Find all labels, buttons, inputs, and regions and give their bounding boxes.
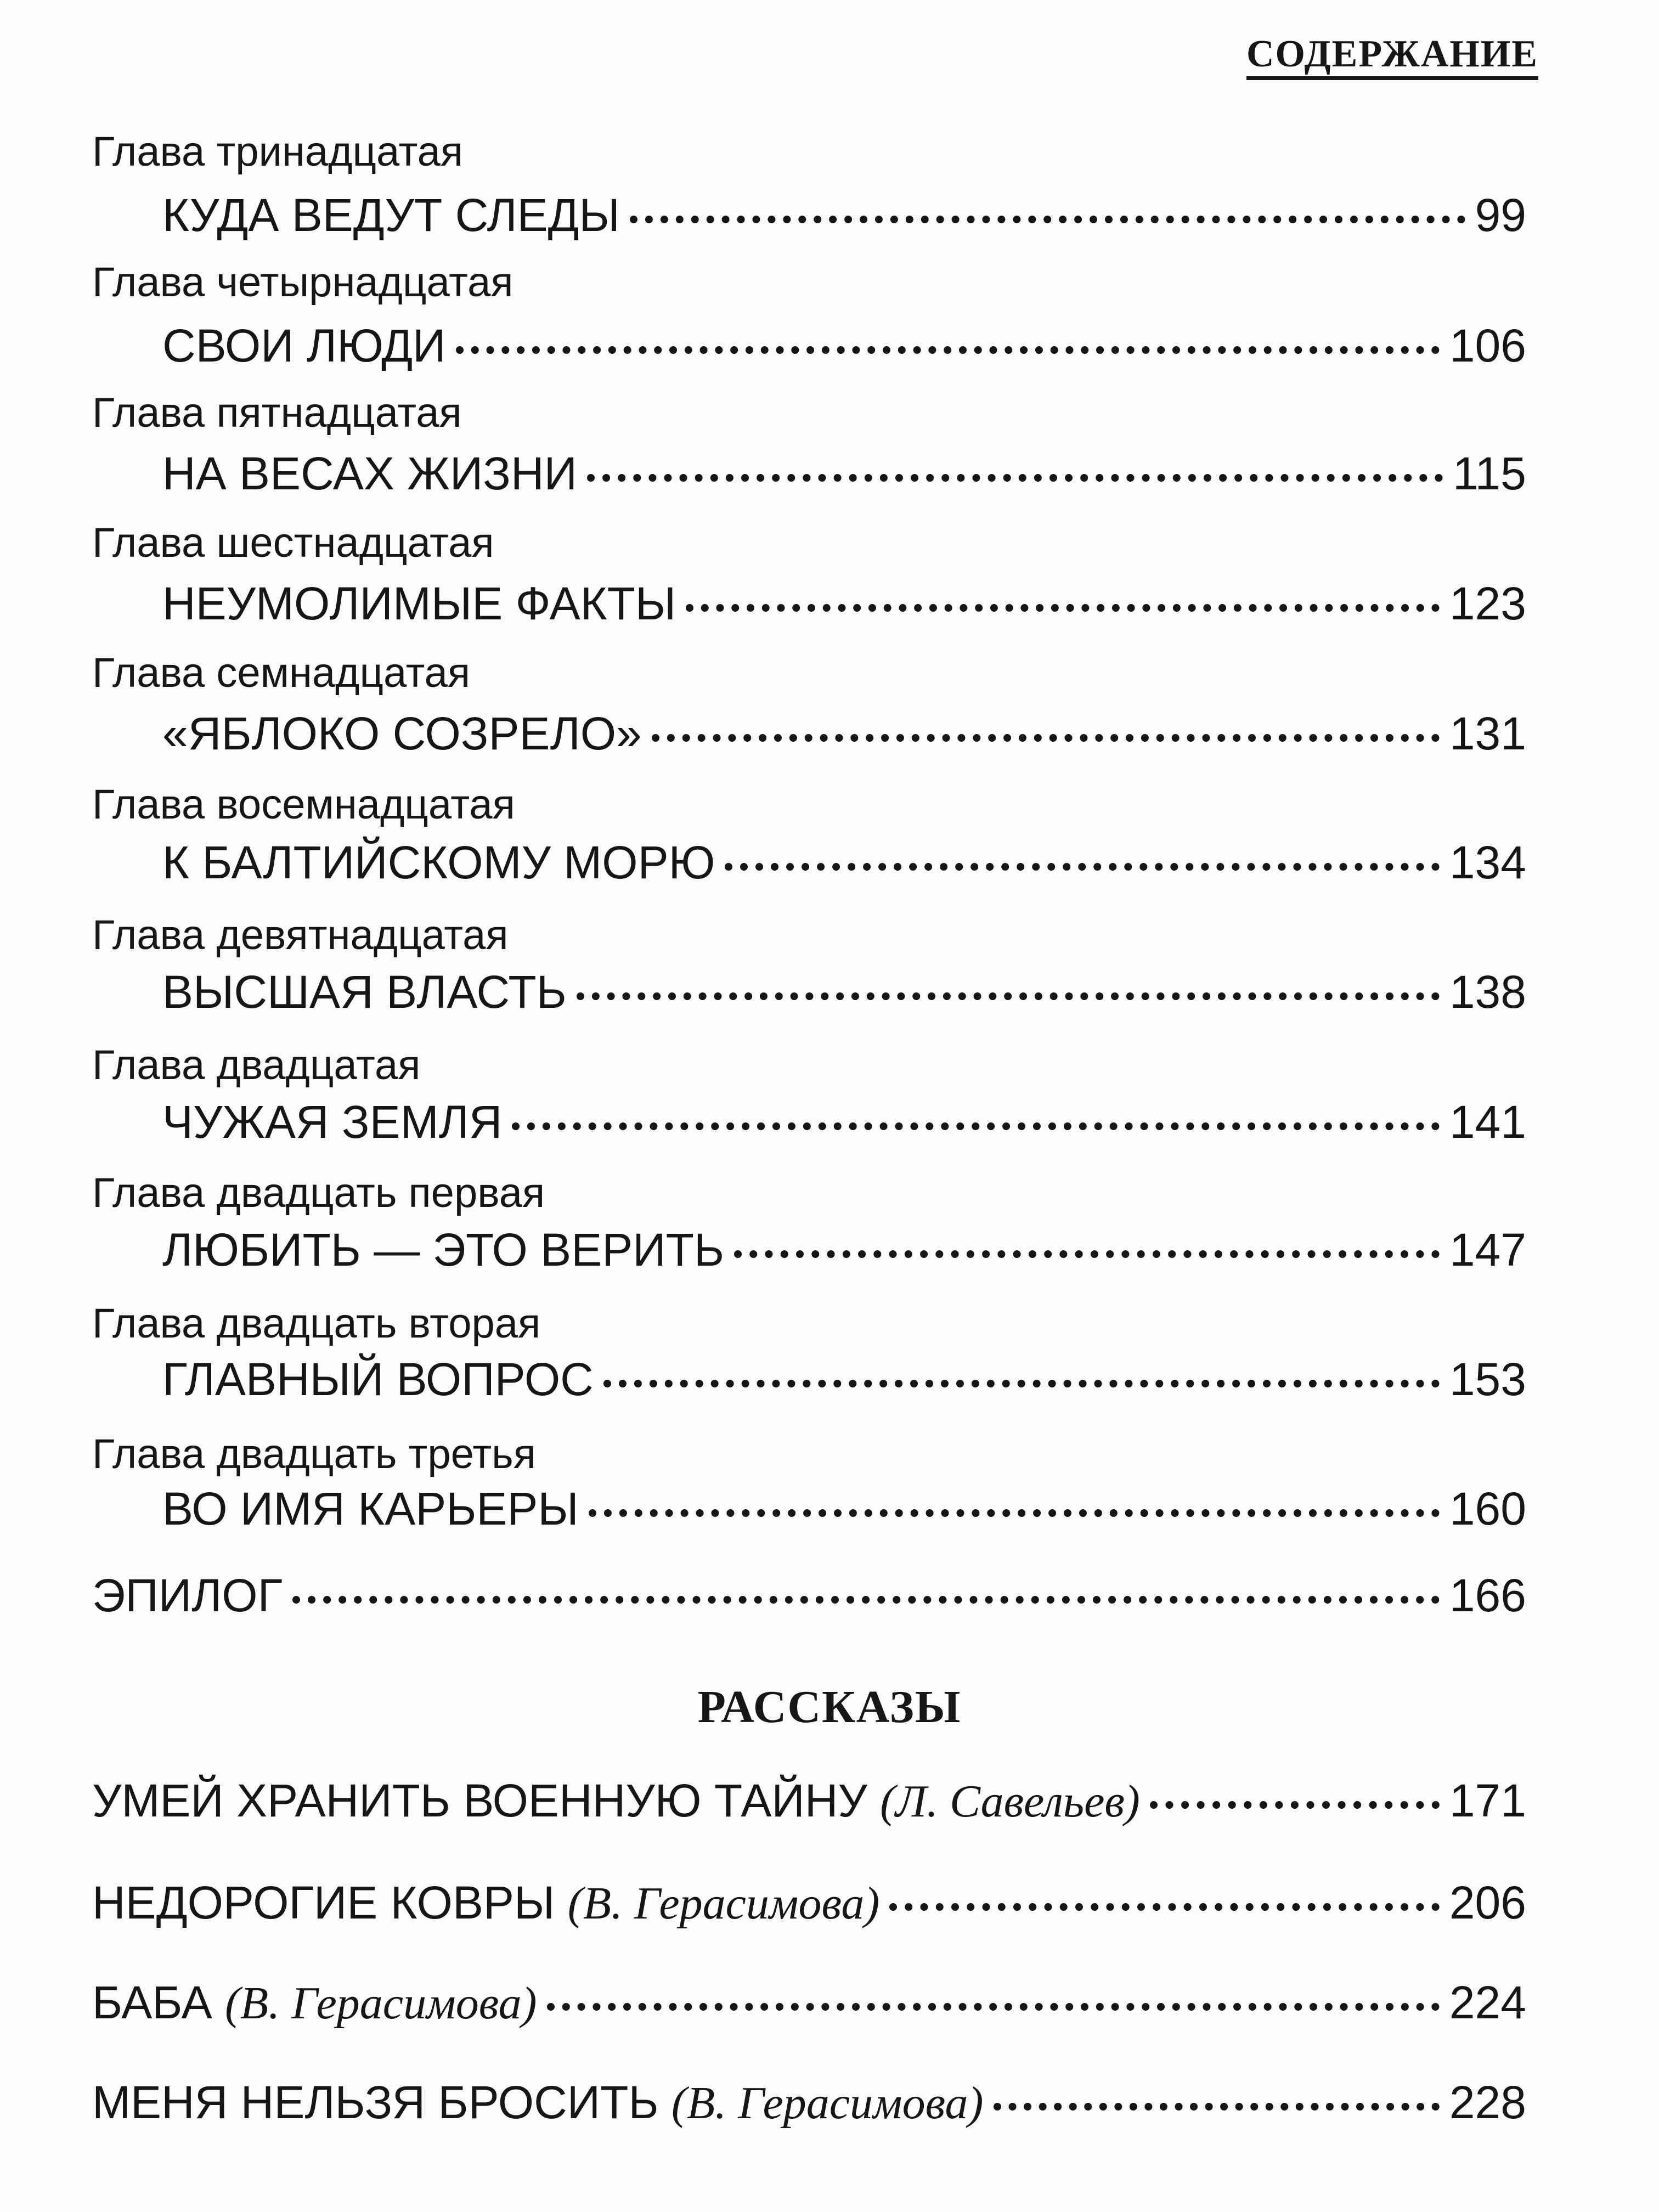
chapter-label: Глава двадцать вторая (92, 1300, 541, 1347)
toc-entry-title: ВЫСШАЯ ВЛАСТЬ (162, 966, 567, 1018)
toc-entry-title: ЧУЖАЯ ЗЕМЛЯ (162, 1096, 503, 1148)
toc-entry-page: 160 (1449, 1483, 1526, 1534)
toc-entry (162, 188, 1526, 242)
toc-entry-page: 134 (1449, 837, 1526, 888)
story-title: БАБА (92, 1977, 225, 2028)
toc-entry (162, 1352, 1526, 1407)
toc-entry-story (92, 1875, 1526, 1931)
toc-entry-title: СВОИ ЛЮДИ (162, 320, 446, 371)
dot-leader (889, 1903, 1439, 1911)
toc-entry-title: К БАЛТИЙСКОМУ МОРЮ (162, 837, 715, 888)
dot-leader (686, 604, 1440, 612)
toc-entry-page: 106 (1449, 320, 1526, 371)
story-title: УМЕЙ ХРАНИТЬ ВОЕННУЮ ТАЙНУ (92, 1775, 881, 1826)
dot-leader (292, 1596, 1440, 1604)
chapter-label: Глава шестнадцатая (92, 520, 494, 566)
chapter-label: Глава двадцать первая (92, 1170, 545, 1216)
toc-entry-page: 131 (1449, 708, 1526, 759)
section-heading-stories: РАССКАЗЫ (697, 1681, 962, 1733)
story-title: МЕНЯ НЕЛЬЗЯ БРОСИТЬ (92, 2076, 672, 2128)
toc-entry (162, 1481, 1526, 1536)
story-author: (Л. Савельев) (880, 1776, 1140, 1827)
toc-entry-title: ГЛАВНЫЙ ВОПРОС (162, 1353, 594, 1405)
toc-entry (162, 706, 1526, 761)
toc-entry-story (92, 1773, 1526, 1829)
toc-entry-page: 141 (1449, 1096, 1526, 1148)
toc-entry-page: 99 (1475, 189, 1526, 241)
toc-entry-page: 138 (1449, 966, 1526, 1018)
chapter-label: Глава семнадцатая (92, 650, 471, 696)
toc-entry-page: 206 (1449, 1877, 1526, 1928)
toc-entry (162, 318, 1526, 373)
toc-entry (162, 1222, 1526, 1277)
story-author: (В. Герасимова) (567, 1878, 880, 1929)
dot-leader (1150, 1801, 1440, 1809)
toc-entry-title (92, 2075, 984, 2131)
toc-entry-page: 228 (1449, 2076, 1526, 2128)
story-author: (В. Герасимова) (224, 1978, 537, 2029)
toc-entry-page: 153 (1449, 1353, 1526, 1405)
story-title: НЕДОРОГИЕ КОВРЫ (92, 1877, 568, 1928)
dot-leader (456, 346, 1440, 354)
toc-entry-title: «ЯБЛОКО СОЗРЕЛО» (162, 708, 642, 759)
toc-entry-page: 224 (1449, 1977, 1526, 2028)
toc-entry-story (92, 1975, 1526, 2031)
dot-leader (587, 474, 1443, 482)
toc-entry-page: 147 (1449, 1224, 1526, 1276)
toc-entry-story (92, 2075, 1526, 2131)
toc-entry-title: КУДА ВЕДУТ СЛЕДЫ (162, 189, 620, 241)
chapter-label: Глава девятнадцатая (92, 912, 509, 958)
toc-entry-title: ВО ИМЯ КАРЬЕРЫ (162, 1483, 579, 1534)
toc-entry-title: НЕУМОЛИМЫЕ ФАКТЫ (162, 578, 676, 629)
toc-entry-page: 166 (1449, 1570, 1526, 1621)
toc-entry-title (92, 1975, 537, 2031)
chapter-label: Глава пятнадцатая (92, 390, 462, 436)
running-head: СОДЕРЖАНИЕ (1246, 33, 1538, 80)
toc-entry-title: ЭПИЛОГ (92, 1570, 283, 1621)
dot-leader (589, 1509, 1440, 1517)
chapter-label: Глава тринадцатая (92, 128, 464, 175)
dot-leader (577, 992, 1440, 1000)
toc-entry-title (92, 1773, 1140, 1829)
dot-leader (652, 734, 1440, 742)
dot-leader (725, 863, 1439, 871)
toc-entry (162, 446, 1526, 501)
dot-leader (630, 216, 1465, 223)
toc-entry-page: 115 (1453, 448, 1526, 499)
toc-entry-page: 171 (1449, 1775, 1526, 1826)
toc-entry (162, 835, 1526, 890)
chapter-label: Глава двадцатая (92, 1042, 421, 1088)
toc-entry (162, 576, 1526, 631)
dot-leader (512, 1122, 1439, 1130)
story-author: (В. Герасимова) (671, 2078, 984, 2129)
dot-leader (547, 2003, 1440, 2011)
toc-entry-epilogue (92, 1568, 1526, 1623)
toc-entry-title: НА ВЕСАХ ЖИЗНИ (162, 448, 577, 499)
dot-leader (994, 2103, 1440, 2111)
toc-entry-page: 123 (1449, 578, 1526, 629)
toc-entry (162, 964, 1526, 1019)
chapter-label: Глава четырнадцатая (92, 259, 514, 306)
toc-entry (162, 1094, 1526, 1149)
dot-leader (734, 1250, 1440, 1258)
chapter-label: Глава двадцать третья (92, 1431, 536, 1477)
dot-leader (603, 1380, 1440, 1387)
toc-entry-title (92, 1875, 879, 1931)
chapter-label: Глава восемнадцатая (92, 781, 515, 828)
toc-entry-title: ЛЮБИТЬ — ЭТО ВЕРИТЬ (162, 1224, 725, 1276)
